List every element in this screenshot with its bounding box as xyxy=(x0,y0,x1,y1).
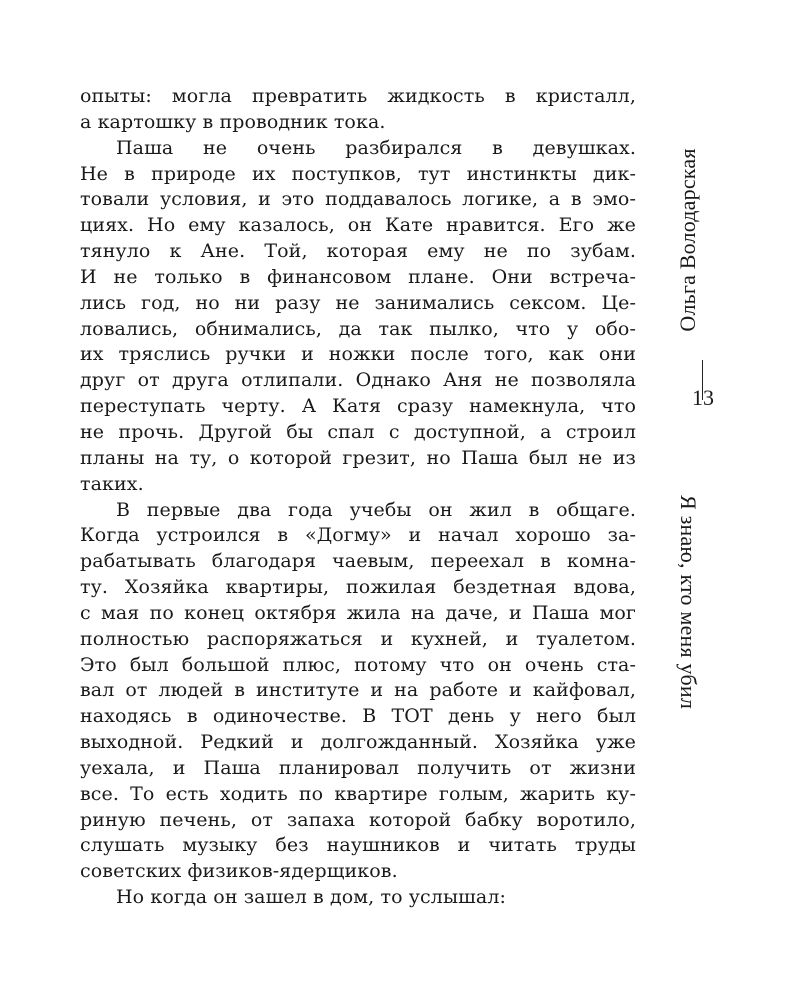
text-line: Но когда он зашел в дом, то услышал: xyxy=(116,886,507,909)
running-head xyxy=(648,80,728,900)
page-body-text xyxy=(80,84,636,911)
text-line: Паша не очень разбирался в девушках. xyxy=(116,136,636,159)
text-line: друг от друга отлипали. Однако Аня не позволяла xyxy=(80,369,636,392)
page-number: 13 xyxy=(692,385,714,410)
text-line: их тряслись ручки и ножки после того, как они xyxy=(80,343,636,366)
text-line: И не только в финансовом плане. Они встреча- xyxy=(80,265,636,288)
running-head-title: Я знаю, кто меня убил xyxy=(676,495,701,709)
text-line: с мая по конец октября жила на даче, и Паша мог xyxy=(80,601,636,624)
text-line: Не в природе их поступков, тут инстинкты дик- xyxy=(80,162,636,185)
text-line: выходной. Редкий и долгожданный. Хозяйка уже xyxy=(80,731,636,754)
text-line: циях. Но ему казалось, он Кате нравится. Его же xyxy=(80,214,636,237)
text-line: риную печень, от запаха которой бабку воротило, xyxy=(80,808,636,831)
text-line: В первые два года учебы он жил в общаге. xyxy=(116,498,636,521)
text-line: тянуло к Ане. Той, которая ему не по зубам. xyxy=(80,240,636,263)
text-line: рабатывать благодаря чаевым, переехал в комна- xyxy=(80,550,636,573)
text-line: а картошку в проводник тока. xyxy=(80,110,386,133)
text-line: полностью распоряжаться и кухней, и туалетом. xyxy=(80,627,636,650)
text-line: опыты: могла превратить жидкость в кристалл, xyxy=(80,85,636,107)
running-head-author: Ольга Володарская xyxy=(675,148,700,332)
text-line: переступать черту. А Катя сразу намекнула, что xyxy=(80,395,636,418)
text-line: вал от людей в институте и на работе и кайфовал, xyxy=(80,679,636,702)
text-line: уехала, и Паша планировал получить от жизни xyxy=(80,756,636,779)
text-line: находясь в одиночестве. В ТОТ день у него был xyxy=(80,705,636,728)
text-line: Это был большой плюс, потому что он очень ста- xyxy=(80,653,636,676)
text-line: товали условия, и это поддавалось логике, а в эмо- xyxy=(80,188,636,211)
text-line: слушать музыку без наушников и читать труды xyxy=(80,834,636,857)
text-line: не прочь. Другой бы спал с доступной, а строил xyxy=(80,420,636,443)
text-line: все. То есть ходить по квартире голым, жарить ку- xyxy=(80,782,636,805)
text-line: ловались, обнимались, да так пылко, что у обо- xyxy=(80,317,636,340)
text-line: таких. xyxy=(80,472,144,495)
text-line: лись год, но ни разу не занимались сексом. Це- xyxy=(80,291,636,314)
text-line: планы на ту, о которой грезит, но Паша был не из xyxy=(80,446,636,469)
text-line: ту. Хозяйка квартиры, пожилая бездетная вдова, xyxy=(80,576,636,599)
text-line: советских физиков-ядерщиков. xyxy=(80,860,398,883)
text-line: Когда устроился в «Догму» и начал хорошо за- xyxy=(80,524,636,547)
